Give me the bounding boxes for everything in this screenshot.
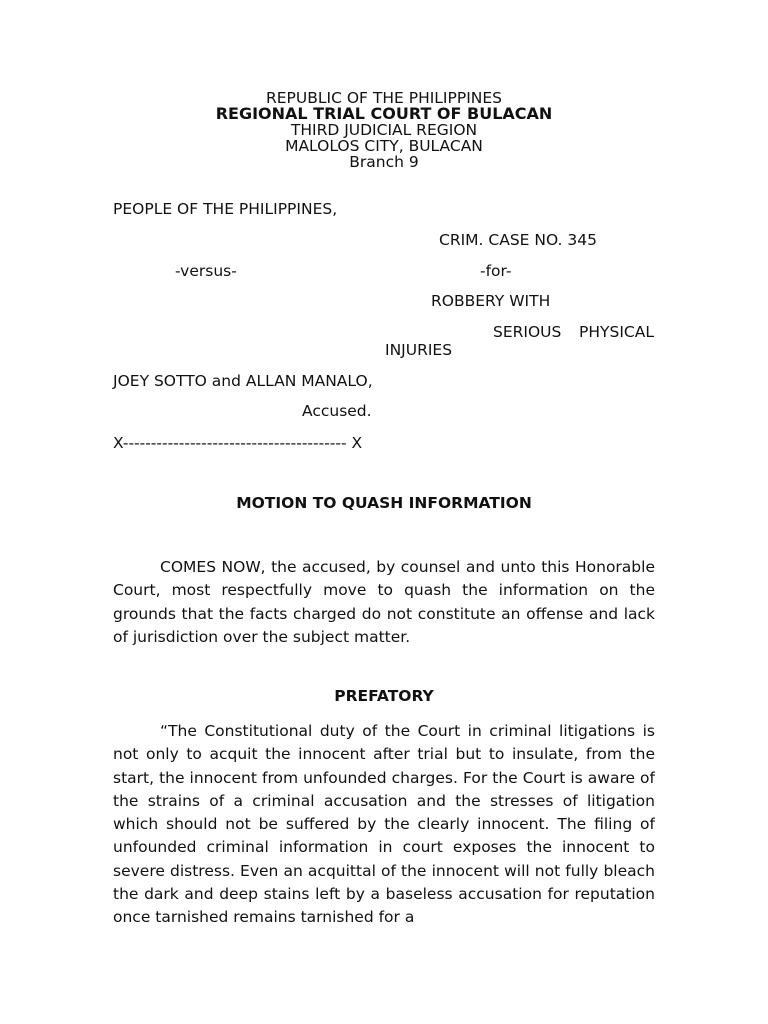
for-line: -for-	[480, 262, 512, 280]
court-name: REGIONAL TRIAL COURT OF BULACAN	[215, 104, 553, 123]
region-line: THIRD JUDICIAL REGION	[290, 121, 478, 139]
charge-line-2: SERIOUS PHYSICAL	[493, 323, 654, 341]
plaintiff-line: PEOPLE OF THE PHILIPPINES,	[113, 200, 338, 218]
document-title: MOTION TO QUASH INFORMATION	[236, 494, 532, 512]
accused-label: Accused.	[302, 402, 372, 420]
branch-line: Branch 9	[349, 153, 419, 171]
accused-names: JOEY SOTTO and ALLAN MANALO,	[113, 372, 373, 390]
charge-line-1: ROBBERY WITH	[431, 292, 551, 310]
charge-line-3: INJURIES	[385, 341, 453, 359]
prefatory-paragraph: “The Constitutional duty of the Court in criminal litigations is not only to acquit the innocent after trial but to insulate, from the start, the innocent from unfounded charges. For the Court is aware of the strains of a criminal accusation and the stresses of litigation which should not be suffered by the clearly innocent. The filing of unfounded criminal information in court exposes the innocent to severe distress. Even an acquittal of the innocent will not fully bleach the dark and deep stains left by a baseless accusation for reputation once tarnished remains tarnished for a	[113, 722, 655, 927]
versus-line: -versus-	[175, 262, 237, 280]
case-number: CRIM. CASE NO. 345	[439, 231, 597, 249]
caption-separator: X---------------------------------------- X	[113, 434, 363, 452]
republic-line: REPUBLIC OF THE PHILIPPINES	[265, 89, 502, 107]
intro-paragraph: COMES NOW, the accused, by counsel and unto this Honorable Court, most respectfully move to quash the information on the grounds that the facts charged do not constitute an offense and lack of jurisdiction over the subject matter.	[113, 558, 655, 646]
court-header	[0, 90, 768, 170]
city-line: MALOLOS CITY, BULACAN	[285, 137, 483, 155]
prefatory-heading: PREFATORY	[334, 687, 434, 705]
